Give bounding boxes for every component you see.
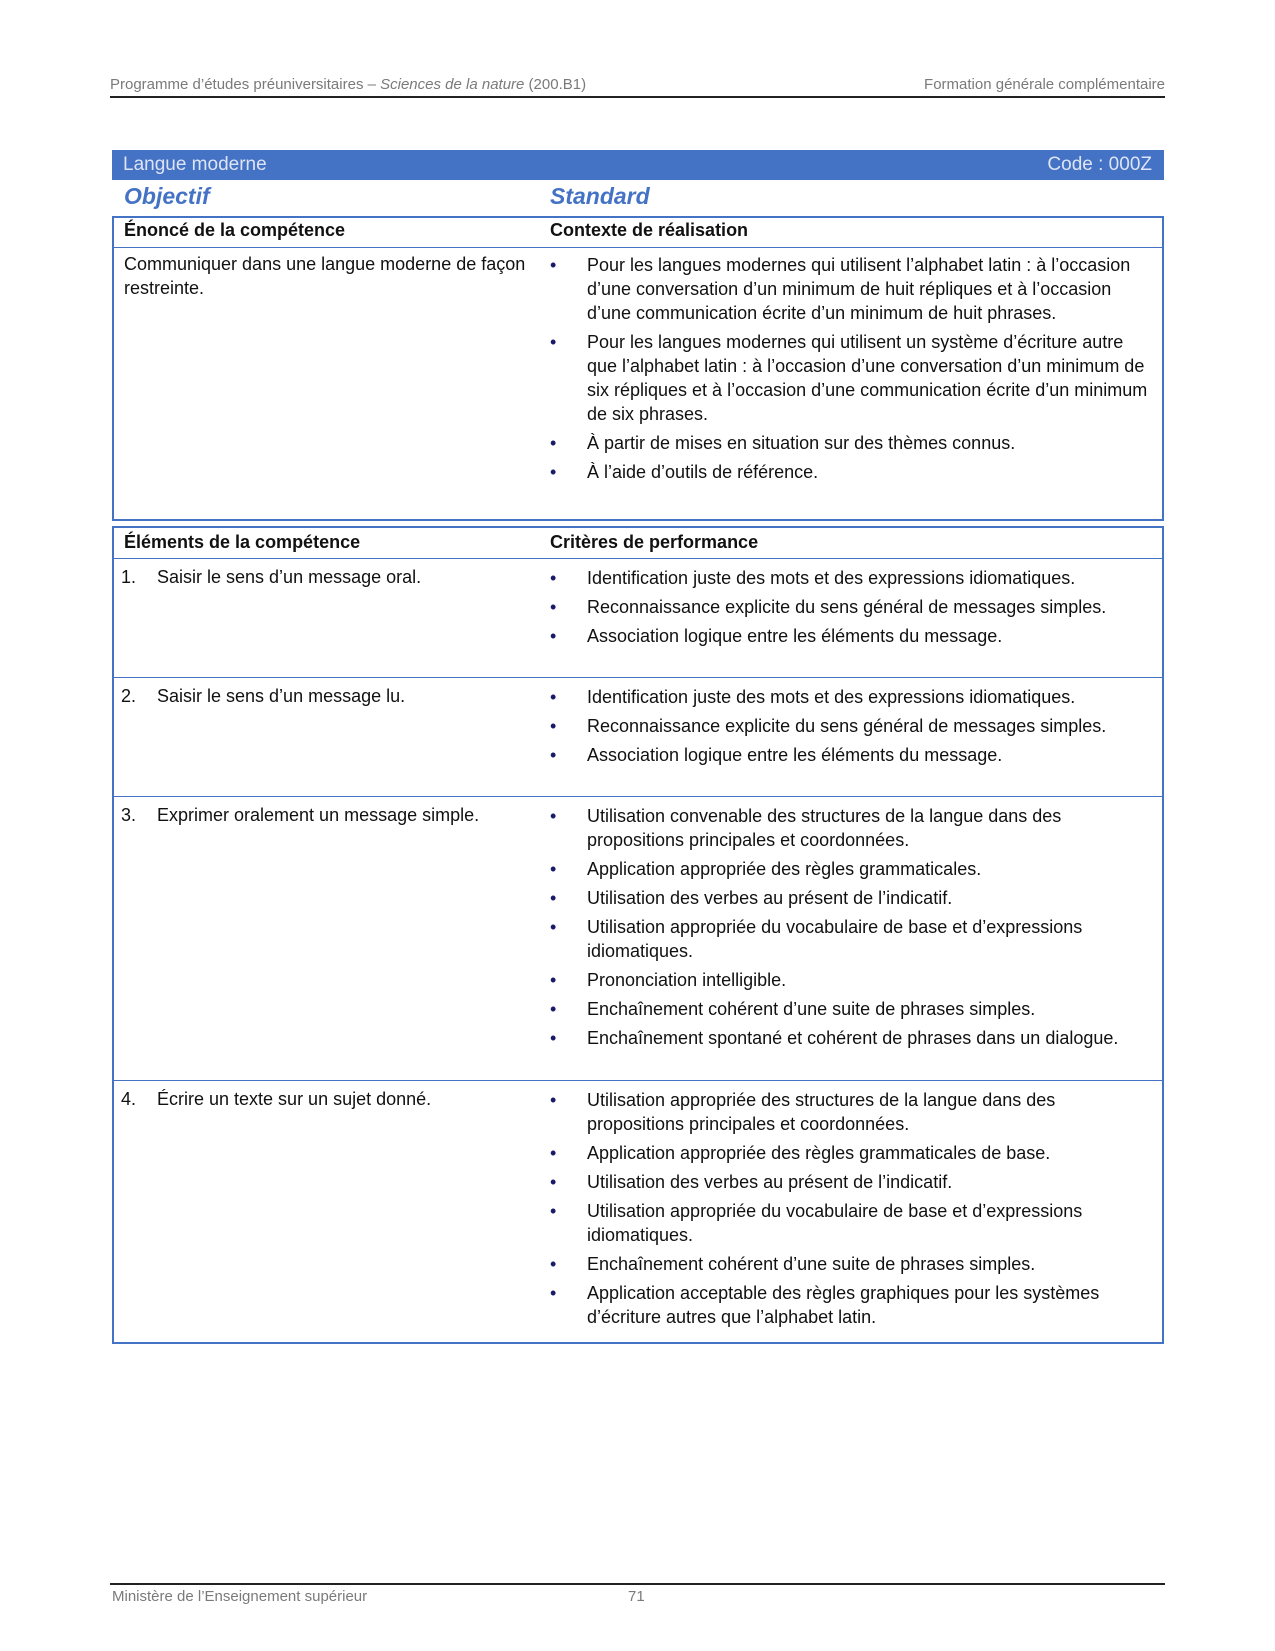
contexte-item: • Pour les langues modernes qui utilisent l’alphabet latin : à l’occasion d’une conversation d’un minimum de huit répliques et à l’occasion d’une communication écrite d’un minimum de huit phrases.: [550, 253, 1150, 325]
contexte-item: • À l’aide d’outils de référence.: [550, 460, 1150, 484]
criterion: • Enchaînement spontané et cohérent de phrases dans un dialogue.: [550, 1026, 1150, 1050]
element-2: [121, 684, 405, 708]
header-right: Formation générale complémentaire: [924, 76, 1165, 93]
competence-header-divider: [112, 247, 1164, 248]
criteria-list-1: [550, 566, 1150, 653]
element-number: 3.: [121, 805, 137, 825]
criteres-heading: Critères de performance: [550, 532, 759, 552]
contexte-item: • À partir de mises en situation sur des thèmes connus.: [550, 431, 1150, 455]
element-label: Exprimer oralement un message simple.: [157, 805, 480, 825]
criterion: • Application appropriée des règles grammaticales de base.: [550, 1141, 1150, 1165]
criterion: • Identification juste des mots et des expressions idiomatiques.: [550, 566, 1150, 590]
elements-heading: Éléments de la compétence: [124, 532, 361, 552]
row-divider: [112, 1080, 1164, 1081]
element-number: 1.: [121, 567, 137, 587]
criterion: • Utilisation des verbes au présent de l’indicatif.: [550, 886, 1150, 910]
element-label: Saisir le sens d’un message oral.: [157, 567, 422, 587]
criteria-list-4: [550, 1088, 1150, 1334]
element-4: [121, 1087, 431, 1111]
element-number: 2.: [121, 686, 137, 706]
criterion: • Reconnaissance explicite du sens général de messages simples.: [550, 595, 1150, 619]
criterion: • Enchaînement cohérent d’une suite de phrases simples.: [550, 997, 1150, 1021]
element-3: [121, 803, 479, 827]
contexte-item: • Pour les langues modernes qui utilisent un système d’écriture autre que l’alphabet latin : à l’occasion d’une conversation d’un minimum de six répliques et à l’occasion d’une communication écrite d’un minimum de six phrases.: [550, 330, 1150, 426]
section-objectif: Objectif: [124, 183, 210, 209]
course-code: Code : 000Z: [1047, 154, 1152, 175]
criterion: • Association logique entre les éléments du message.: [550, 624, 1150, 648]
element-number: 4.: [121, 1089, 137, 1109]
contexte-heading: Contexte de réalisation: [550, 220, 749, 240]
course-title-bar: [112, 150, 1164, 180]
criterion: • Utilisation des verbes au présent de l’indicatif.: [550, 1170, 1150, 1194]
criterion: • Association logique entre les éléments du message.: [550, 743, 1150, 767]
header-program: Programme d’études préuniversitaires – Sciences de la nature (200.B1): [110, 76, 587, 93]
criterion: • Utilisation convenable des structures de la langue dans des propositions principales et coordonnées.: [550, 804, 1150, 852]
contexte-list: [550, 253, 1150, 489]
footer-ministry: Ministère de l’Enseignement supérieur: [112, 1588, 368, 1605]
element-label: Saisir le sens d’un message lu.: [157, 686, 406, 706]
element-1: [121, 565, 421, 589]
criterion: • Identification juste des mots et des expressions idiomatiques.: [550, 685, 1150, 709]
row-divider: [112, 796, 1164, 797]
elements-header-divider: [112, 558, 1164, 559]
footer-rule: [110, 1583, 1165, 1585]
row-divider: [112, 677, 1164, 678]
criteria-list-2: [550, 685, 1150, 772]
criterion: • Prononciation intelligible.: [550, 968, 1150, 992]
criterion: • Utilisation appropriée du vocabulaire de base et d’expressions idiomatiques.: [550, 1199, 1150, 1247]
section-standard: Standard: [550, 183, 650, 209]
criterion: • Application appropriée des règles grammaticales.: [550, 857, 1150, 881]
criterion: • Utilisation appropriée du vocabulaire de base et d’expressions idiomatiques.: [550, 915, 1150, 963]
course-name: Langue moderne: [123, 154, 267, 175]
criterion: • Utilisation appropriée des structures de la langue dans des propositions principales et coordonnées.: [550, 1088, 1150, 1136]
page-number: 71: [628, 1588, 645, 1605]
criterion: • Application acceptable des règles graphiques pour les systèmes d’écriture autres que l’alphabet latin.: [550, 1281, 1150, 1329]
criterion: • Enchaînement cohérent d’une suite de phrases simples.: [550, 1252, 1150, 1276]
element-label: Écrire un texte sur un sujet donné.: [157, 1089, 432, 1109]
enonce-heading: Énoncé de la compétence: [124, 220, 346, 240]
competence-statement: Communiquer dans une langue moderne de façon restreinte.: [124, 254, 526, 298]
page-header: [110, 76, 1165, 98]
criterion: • Reconnaissance explicite du sens général de messages simples.: [550, 714, 1150, 738]
criteria-list-3: [550, 804, 1150, 1055]
